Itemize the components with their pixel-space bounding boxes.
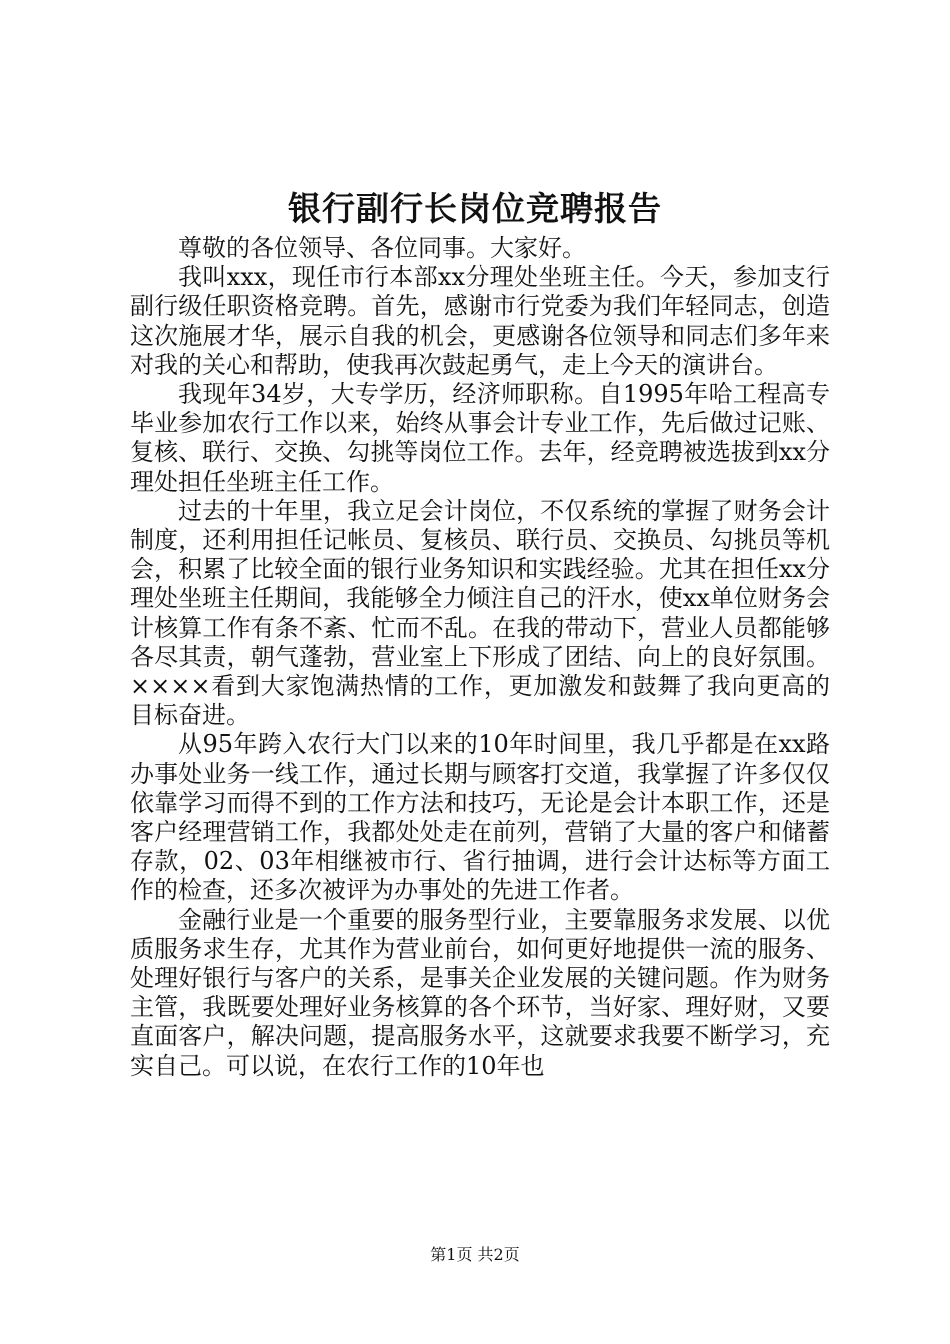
document-body [130, 234, 830, 1081]
paragraph-service-industry: 金融行业是一个重要的服务型行业，主要靠服务求发展、以优质服务求生存，尤其作为营业前台，如何更好地提供一流的服务、处理好银行与客户的关系，是事关企业发展的关键问题。作为财务主管，我既要处理好业务核算的各个环节，当好家、理好财，又要直面客户，解决问题，提高服务水平，这就要求我要不断学习，充实自己。可以说，在农行工作的10年也 [130, 905, 830, 1080]
page-number-footer: 第1页 共2页 [430, 1245, 520, 1264]
paragraph-experience: 过去的十年里，我立足会计岗位，不仅系统的掌握了财务会计制度，还利用担任记帐员、复核员、联行员、交换员、勾挑员等机会，积累了比较全面的银行业务知识和实践经验。尤其在担任xx分理处坐班主任期间，我能够全力倾注自己的汗水，使xx单位财务会计核算工作有条不紊、忙而不乱。在我的带动下，营业人员都能够各尽其责，朝气蓬勃，营业室上下形成了团结、向上的良好氛围。××××看到大家饱满热情的工作，更加激发和鼓舞了我向更高的目标奋进。 [130, 496, 830, 730]
paragraph-greeting: 尊敬的各位领导、各位同事。大家好。 [178, 234, 586, 262]
document-title: 银行副行长岗位竞聘报告 [288, 189, 662, 228]
paragraph-introduction: 我叫xxx，现任市行本部xx分理处坐班主任。今天，参加支行副行级任职资格竞聘。首先，感谢市行党委为我们年轻同志，创造这次施展才华，展示自我的机会，更感谢各位领导和同志们多年来对我的关心和帮助，使我再次鼓起勇气，走上今天的演讲台。 [130, 263, 830, 379]
paragraph-background: 我现年34岁，大专学历，经济师职称。自1995年哈工程高专毕业参加农行工作以来，始终从事会计专业工作，先后做过记账、复核、联行、交换、勾挑等岗位工作。去年，经竞聘被选拔到xx分理处担任坐班主任工作。 [130, 380, 830, 496]
paragraph-frontline-work: 从95年跨入农行大门以来的10年时间里，我几乎都是在xx路办事处业务一线工作，通过长期与顾客打交道，我掌握了许多仅仅依靠学习而得不到的工作方法和技巧，无论是会计本职工作，还是客户经理营销工作，我都处处走在前列，营销了大量的客户和储蓄存款，02、03年相继被市行、省行抽调，进行会计达标等方面工作的检查，还多次被评为办事处的先进工作者。 [130, 730, 830, 905]
